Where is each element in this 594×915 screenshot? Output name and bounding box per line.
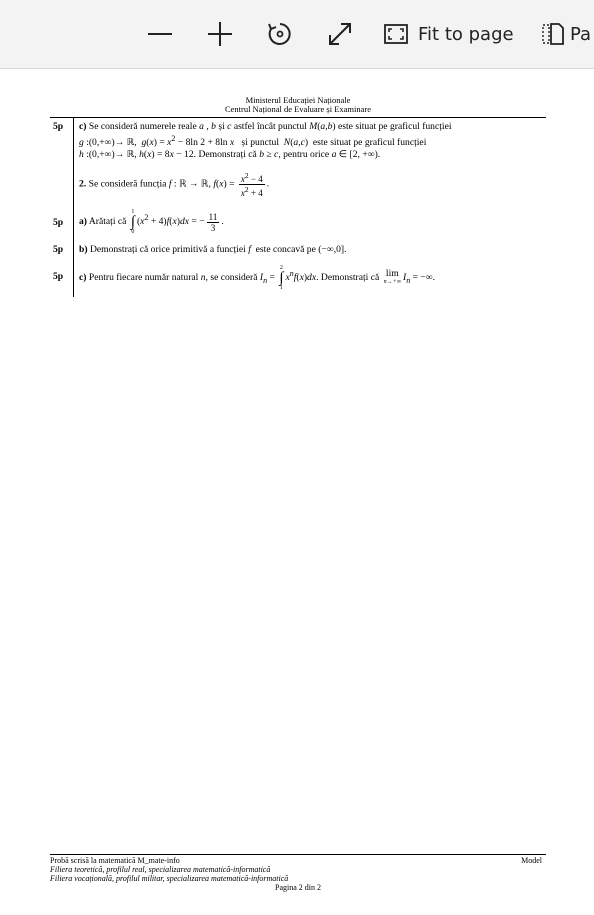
- fraction: $\frac{x^2 - 4}{x^2 + 4}$: [240, 171, 263, 199]
- points-label: [50, 164, 73, 203]
- page-view-label: Pa: [570, 23, 592, 45]
- document-header: [50, 96, 546, 114]
- integral-sign: 1 ∫ 0: [130, 209, 135, 236]
- zoom-out-button[interactable]: [140, 14, 180, 54]
- fit-to-page-label: Fit to page: [418, 23, 514, 45]
- points-label: 5p: [53, 121, 64, 132]
- item-2c: [50, 259, 546, 297]
- problem-content: [50, 118, 546, 297]
- footer-track-2: Filiera vocațională, profilul militar, specializarea matematică-informatică: [50, 874, 289, 883]
- footer-model: Model: [521, 856, 542, 865]
- header-ministry: Ministerul Educației Naționale: [245, 95, 351, 105]
- item-text: c) Pentru fiecare număr natural n, se consideră $I_n$ = 2 ∫ 1 $x^nf(x)dx$. Demonstrați că lim n→+∞ $I_n$ = −∞.: [73, 259, 546, 297]
- item-2: [50, 164, 546, 203]
- points-label: 5p: [53, 244, 64, 256]
- fit-to-page-icon: [384, 24, 408, 44]
- fraction: $\frac{11}{3}$: [208, 211, 218, 233]
- rotate-icon: [266, 20, 294, 48]
- integral-sign: 2 ∫ 1: [279, 265, 284, 292]
- minus-icon: [147, 21, 173, 47]
- page-view-button[interactable]: [542, 14, 594, 54]
- footer-page-number: Pagina 2 din 2: [275, 883, 321, 892]
- item-text: a) Arătați că 1 ∫ 0 $(x^2 + 4)f(x)dx$ = − $\frac{11}{3}$ .: [73, 203, 546, 241]
- points-label: 5p: [53, 217, 64, 229]
- footer-divider: [50, 854, 546, 855]
- item-text: 2. Se consideră funcția f : ℝ → ℝ, f(x) = $\frac{x^2 - 4}{x^2 + 4}$ .: [73, 164, 546, 203]
- footer-track-1: Filiera teoretică, profilul real, specializarea matematică-informatică: [50, 865, 271, 874]
- limit: lim n→+∞: [383, 268, 401, 286]
- expand-diagonal-icon: [327, 21, 353, 47]
- item-text: c) Se consideră numerele reale a , b și c astfel încât punctul M(a,b) este situat pe graficul funcției g :(0,+∞)→ ℝ, $g(x) = x^2 - 8\ln$ 2 + 8ln x și punctul N(a,c) este situat pe graficul funcției h :(0,+∞)→ ℝ, h(x) = 8x − 12. Demonstrați că b ≥ c, pentru orice a ∈ [2, +∞).: [73, 118, 546, 164]
- header-center: Centrul Național de Evaluare și Examinare: [224, 104, 372, 114]
- fullscreen-button[interactable]: [320, 14, 360, 54]
- plus-icon: [207, 21, 233, 47]
- points-label: 5p: [53, 271, 64, 283]
- footer-exam: Probă scrisă la matematică M_mate-info: [50, 856, 180, 865]
- item-2b: [50, 241, 546, 259]
- fit-to-page-button[interactable]: [384, 14, 524, 54]
- document-page: [0, 69, 594, 915]
- page-view-icon: [542, 22, 564, 46]
- viewer-toolbar: [0, 0, 594, 69]
- document-footer: [50, 854, 546, 892]
- item-2a: [50, 203, 546, 241]
- item-1c: [50, 118, 546, 164]
- rotate-button[interactable]: [260, 14, 300, 54]
- item-text: b) Demonstrați că orice primitivă a funcției f este concavă pe (−∞,0].: [73, 241, 546, 259]
- zoom-in-button[interactable]: [200, 14, 240, 54]
